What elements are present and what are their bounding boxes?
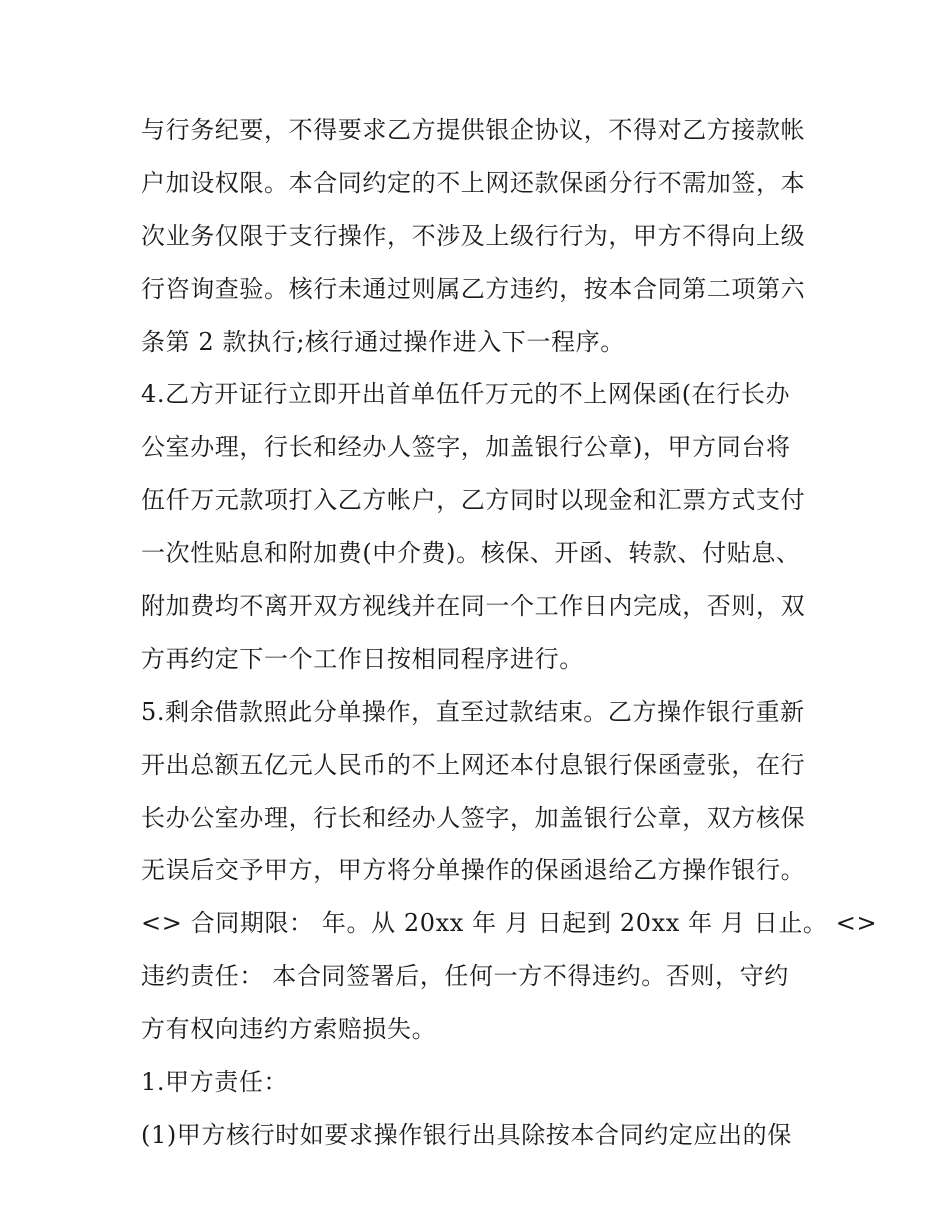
text-line: 公室办理，行长和经办人签字，加盖银行公章)，甲方同台将 (141, 433, 791, 462)
text-line: 长办公室办理，行长和经办人签字，加盖银行公章，双方核保 (141, 803, 806, 832)
text-line: <> 合同期限： 年。从 20xx 年 月 日起到 20xx 年 月 日止。 <> (141, 909, 878, 938)
text-line: 行咨询查验。核行未通过则属乙方违约，按本合同第二项第六 (141, 274, 806, 303)
text-line: 一次性贴息和附加费(中介费)。核保、开函、转款、付贴息、 (141, 539, 801, 568)
text-line: 与行务纪要，不得要求乙方提供银企协议，不得对乙方接款帐 (141, 116, 806, 144)
text-line: 5.剩余借款照此分单操作，直至过款结束。乙方操作银行重新 (141, 697, 805, 726)
text-line: 无误后交予甲方，甲方将分单操作的保函退给乙方操作银行。 (141, 856, 806, 885)
text-line: 开出总额五亿元人民币的不上网还本付息银行保函壹张，在行 (141, 750, 806, 779)
text-line: 条第 2 款执行;核行通过操作进入下一程序。 (141, 327, 625, 356)
text-line: 1.甲方责任： (141, 1068, 289, 1097)
text-line: 伍仟万元款项打入乙方帐户，乙方同时以现金和汇票方式支付 (141, 486, 806, 515)
text-line: 4.乙方开证行立即开出首单伍仟万元的不上网保函(在行长办 (141, 380, 791, 409)
text-line: 次业务仅限于支行操作，不涉及上级行行为，甲方不得向上级 (141, 221, 806, 250)
contract-text (141, 104, 878, 1162)
text-line: (1)甲方核行时如要求操作银行出具除按本合同约定应出的保 (141, 1120, 792, 1149)
text-line: 附加费均不离开双方视线并在同一个工作日内完成，否则，双 (141, 592, 806, 621)
text-line: 违约责任： 本合同签署后，任何一方不得违约。否则，守约 (141, 962, 789, 991)
text-line: 户加设权限。本合同约定的不上网还款保函分行不需加签，本 (141, 168, 806, 197)
text-line: 方再约定下一个工作日按相同程序进行。 (141, 644, 584, 673)
text-line: 方有权向违约方索赔损失。 (141, 1015, 437, 1044)
